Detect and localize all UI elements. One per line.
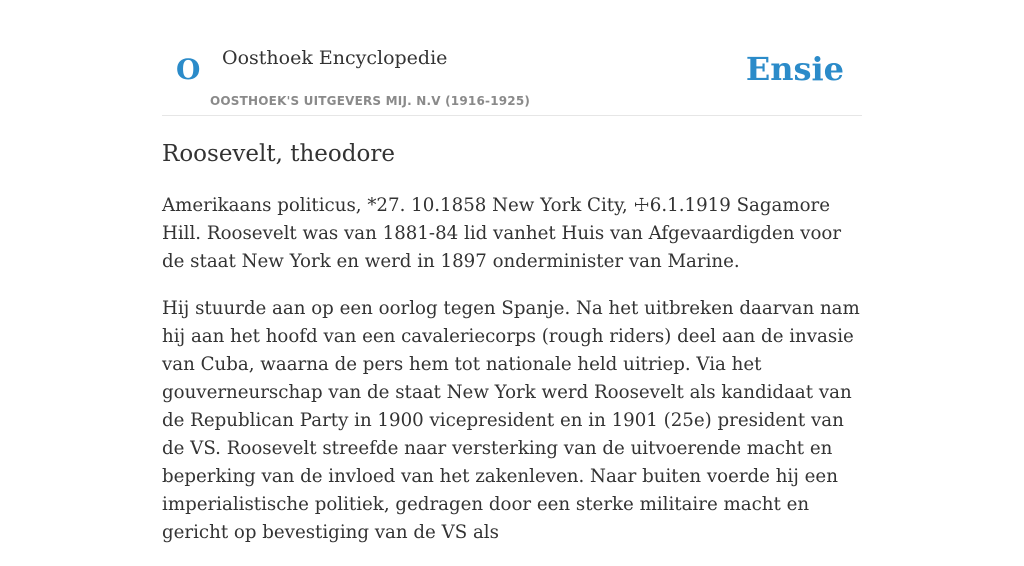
page-title: Roosevelt, theodore	[162, 141, 395, 167]
body-paragraph: Amerikaans politicus, *27. 10.1858 New York City, ☩6.1.1919 Sagamore Hill. Roosevelt was van 1881-84 lid vanhet Huis van Afgevaardigden voor de staat New York en werd in 1897 onderminister van Marine.	[162, 195, 842, 272]
source-header	[162, 0, 862, 116]
entry-card	[162, 0, 862, 543]
source-title[interactable]: Oosthoek Encyclopedie	[222, 47, 448, 69]
entry-body	[162, 192, 862, 566]
site-logo[interactable]: Ensie	[745, 50, 844, 88]
source-publisher: OOSTHOEK'S UITGEVERS MIJ. N.V (1916-1925)	[210, 94, 531, 108]
source-logo[interactable]: O	[176, 53, 201, 86]
body-paragraph: Hij stuurde aan op een oorlog tegen Spanje. Na het uitbreken daarvan nam hij aan het hoofd van een cavaleriecorps (rough riders) deel aan de invasie van Cuba, waarna de pers hem tot nationale held uitriep. Via het gouverneurschap van de staat New York werd Roosevelt als kandidaat van de Republican Party in 1900 vicepresident en in 1901 (25e) president van de VS. Roosevelt streefde naar versterking van de uitvoerende macht en beperking van de invloed van het zakenleven. Naar buiten voerde hij een imperialistische politiek, gedragen door een sterke militaire macht en gericht op bevestiging van de VS als	[162, 298, 860, 543]
